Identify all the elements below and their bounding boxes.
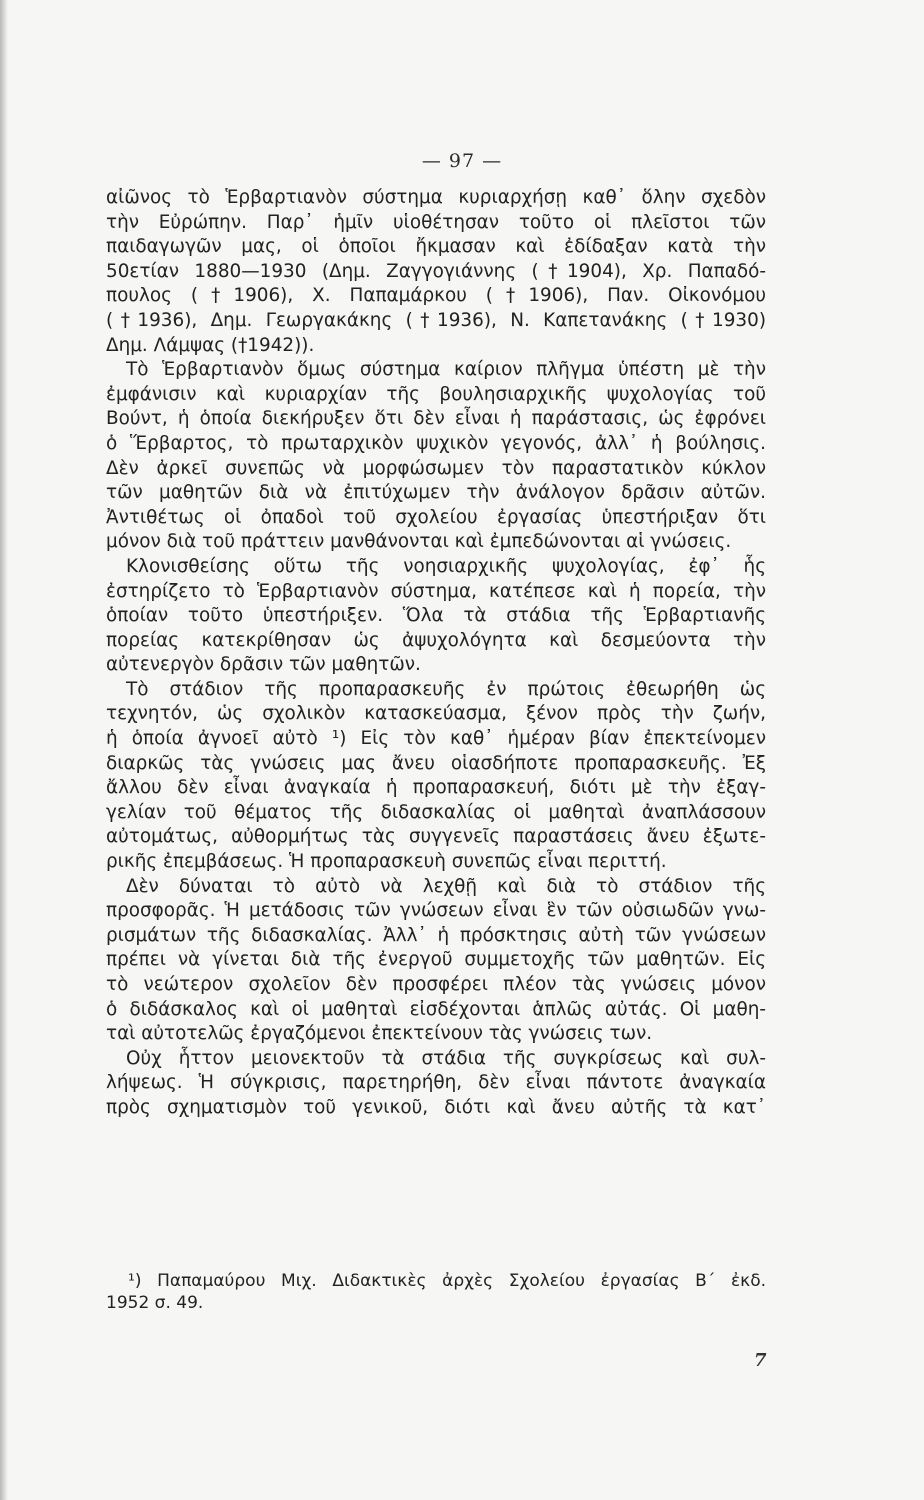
text-line: Δημ. Λάμψας (†1942)).: [106, 334, 315, 356]
text-line: ὁ Ἕρβαρτος, τὸ πρωταρχικὸν ψυχικὸν γεγονός, ἀλλ᾿ ἡ βούλησις.: [106, 432, 766, 454]
text-line: 50ετίαν 1880—1930 (Δημ. Ζαγγογιάννης (†1904), Χρ. Παπαδό-: [106, 260, 766, 282]
printer-signature-mark: 7: [754, 1350, 767, 1371]
footnotes-block: [106, 1270, 766, 1314]
text-line: ἐμφάνισιν καὶ κυριαρχίαν τῆς βουλησιαρχικῆς ψυχολογίας τοῦ: [106, 383, 766, 405]
page-number-header: — 97 —: [421, 150, 503, 172]
text-line: ὁποίαν τοῦτο ὑπεστήριξεν. Ὅλα τὰ στάδια τῆς Ἑρβαρτιανῆς: [106, 605, 766, 627]
text-line: (†1936), Δημ. Γεωργακάκης (†1936), Ν. Καπετανάκης (†1930): [106, 309, 766, 331]
page-gutter-shadow: [0, 0, 8, 1500]
text-line: Ἀντιθέτως οἱ ὀπαδοὶ τοῦ σχολείου ἐργασίας ὑπεστήριξαν ὅτι: [106, 506, 766, 528]
text-line: λήψεως. Ἡ σύγκρισις, παρετηρήθη, δὲν εἶναι πάντοτε ἀναγκαία: [106, 1072, 766, 1094]
main-text-block: [106, 186, 766, 1121]
text-line: Τὸ Ἑρβαρτιανὸν ὅμως σύστημα καίριον πλῆγμα ὑπέστη μὲ τὴν: [126, 359, 766, 381]
footnote-line: ¹) Παπαμαύρου Μιχ. Διδακτικὲς ἀρχὲς Σχολείου ἐργασίας Β΄ ἐκδ.: [128, 1271, 766, 1291]
text-line: αὐτενεργὸν δρᾶσιν τῶν μαθητῶν.: [106, 654, 421, 676]
text-line: Τὸ στάδιον τῆς προπαρασκευῆς ἐν πρώτοις ἐθεωρήθη ὡς: [126, 678, 766, 700]
text-line: Βούντ, ἡ ὁποία διεκήρυξεν ὅτι δὲν εἶναι ἡ παράστασις, ὡς ἐφρόνει: [106, 408, 766, 430]
text-line: μόνον διὰ τοῦ πράττειν μανθάνονται καὶ ἐμπεδώνονται αἱ γνώσεις.: [106, 531, 732, 553]
text-line: αὐτομάτως, αὐθορμήτως τὰς συγγενεῖς παραστάσεις ἄνευ ἐξωτε-: [106, 826, 766, 848]
text-line: πρὸς σχηματισμὸν τοῦ γενικοῦ, διότι καὶ ἄνευ αὐτῆς τὰ κατ᾿: [106, 1096, 766, 1118]
text-line: Δὲν δύναται τὸ αὐτὸ νὰ λεχθῇ καὶ διὰ τὸ στάδιον τῆς: [126, 875, 766, 897]
text-line: ὁ διδάσκαλος καὶ οἱ μαθηταὶ εἰσδέχονται ἁπλῶς αὐτάς. Οἱ μαθη-: [106, 998, 766, 1020]
text-line: προσφορᾶς. Ἡ μετάδοσις τῶν γνώσεων εἶναι ἓν τῶν οὐσιωδῶν γνω-: [106, 900, 766, 922]
text-line: τὴν Εὐρώπην. Παρ᾿ ἡμῖν υἱοθέτησαν τοῦτο οἱ πλεῖστοι τῶν: [106, 211, 766, 233]
text-line: πρέπει νὰ γίνεται διὰ τῆς ἐνεργοῦ συμμετοχῆς τῶν μαθητῶν. Εἰς: [106, 949, 766, 971]
text-line: τὸ νεώτερον σχολεῖον δὲν προσφέρει πλέον τὰς γνώσεις μόνον: [106, 974, 766, 995]
text-line: ἄλλου δὲν εἶναι ἀναγκαία ἡ προπαρασκευή, διότι μὲ τὴν ἐξαγ-: [106, 777, 766, 799]
text-line: ἐστηρίζετο τὸ Ἑρβαρτιανὸν σύστημα, κατέπεσε καὶ ἡ πορεία, τὴν: [106, 580, 766, 602]
text-line: πουλος (†1906), Χ. Παπαμάρκου (†1906), Παν. Οἰκονόμου: [106, 285, 766, 307]
text-line: αἰῶνος τὸ Ἑρβαρτιανὸν σύστημα κυριαρχήσῃ καθ᾿ ὅλην σχεδὸν: [106, 187, 766, 208]
text-line: τεχνητόν, ὡς σχολικὸν κατασκεύασμα, ξένον πρὸς τὴν ζωήν,: [106, 703, 766, 725]
text-line: Δὲν ἀρκεῖ συνεπῶς νὰ μορφώσωμεν τὸν παραστατικὸν κύκλον: [106, 457, 766, 479]
text-line: ἡ ὁποία ἀγνοεῖ αὐτὸ ¹) Εἰς τὸν καθ᾿ ἡμέραν βίαν ἐπεκτείνομεν: [106, 728, 766, 750]
text-line: γελίαν τοῦ θέματος τῆς διδασκαλίας οἱ μαθηταὶ ἀναπλάσσουν: [106, 801, 766, 823]
text-line: παιδαγωγῶν μας, οἱ ὁποῖοι ἤκμασαν καὶ ἐδίδαξαν κατὰ τὴν: [106, 236, 766, 258]
text-line: ρικῆς ἐπεμβάσεως. Ἡ προπαρασκευὴ συνεπῶς εἶναι περιττή.: [106, 851, 667, 873]
text-line: διαρκῶς τὰς γνώσεις μας ἄνευ οἱασδήποτε προπαρασκευῆς. Ἐξ: [106, 752, 766, 774]
text-line: ρισμάτων τῆς διδασκαλίας. Ἀλλ᾿ ἡ πρόσκτησις αὐτὴ τῶν γνώσεων: [106, 924, 766, 946]
footnote-line: 1952 σ. 49.: [106, 1293, 204, 1313]
text-line: Κλονισθείσης οὕτω τῆς νοησιαρχικῆς ψυχολογίας, ἐφ᾿ ἧς: [126, 555, 766, 577]
text-line: πορείας κατεκρίθησαν ὡς ἀψυχολόγητα καὶ δεσμεύοντα τὴν: [106, 629, 766, 651]
text-line: τῶν μαθητῶν διὰ νὰ ἐπιτύχωμεν τὴν ἀνάλογον δρᾶσιν αὐτῶν.: [106, 482, 766, 504]
text-line: ταὶ αὐτοτελῶς ἐργαζόμενοι ἐπεκτείνουν τὰς γνώσεις των.: [106, 1023, 653, 1045]
text-line: Οὐχ ἧττον μειονεκτοῦν τὰ στάδια τῆς συγκρίσεως καὶ συλ-: [126, 1047, 766, 1069]
